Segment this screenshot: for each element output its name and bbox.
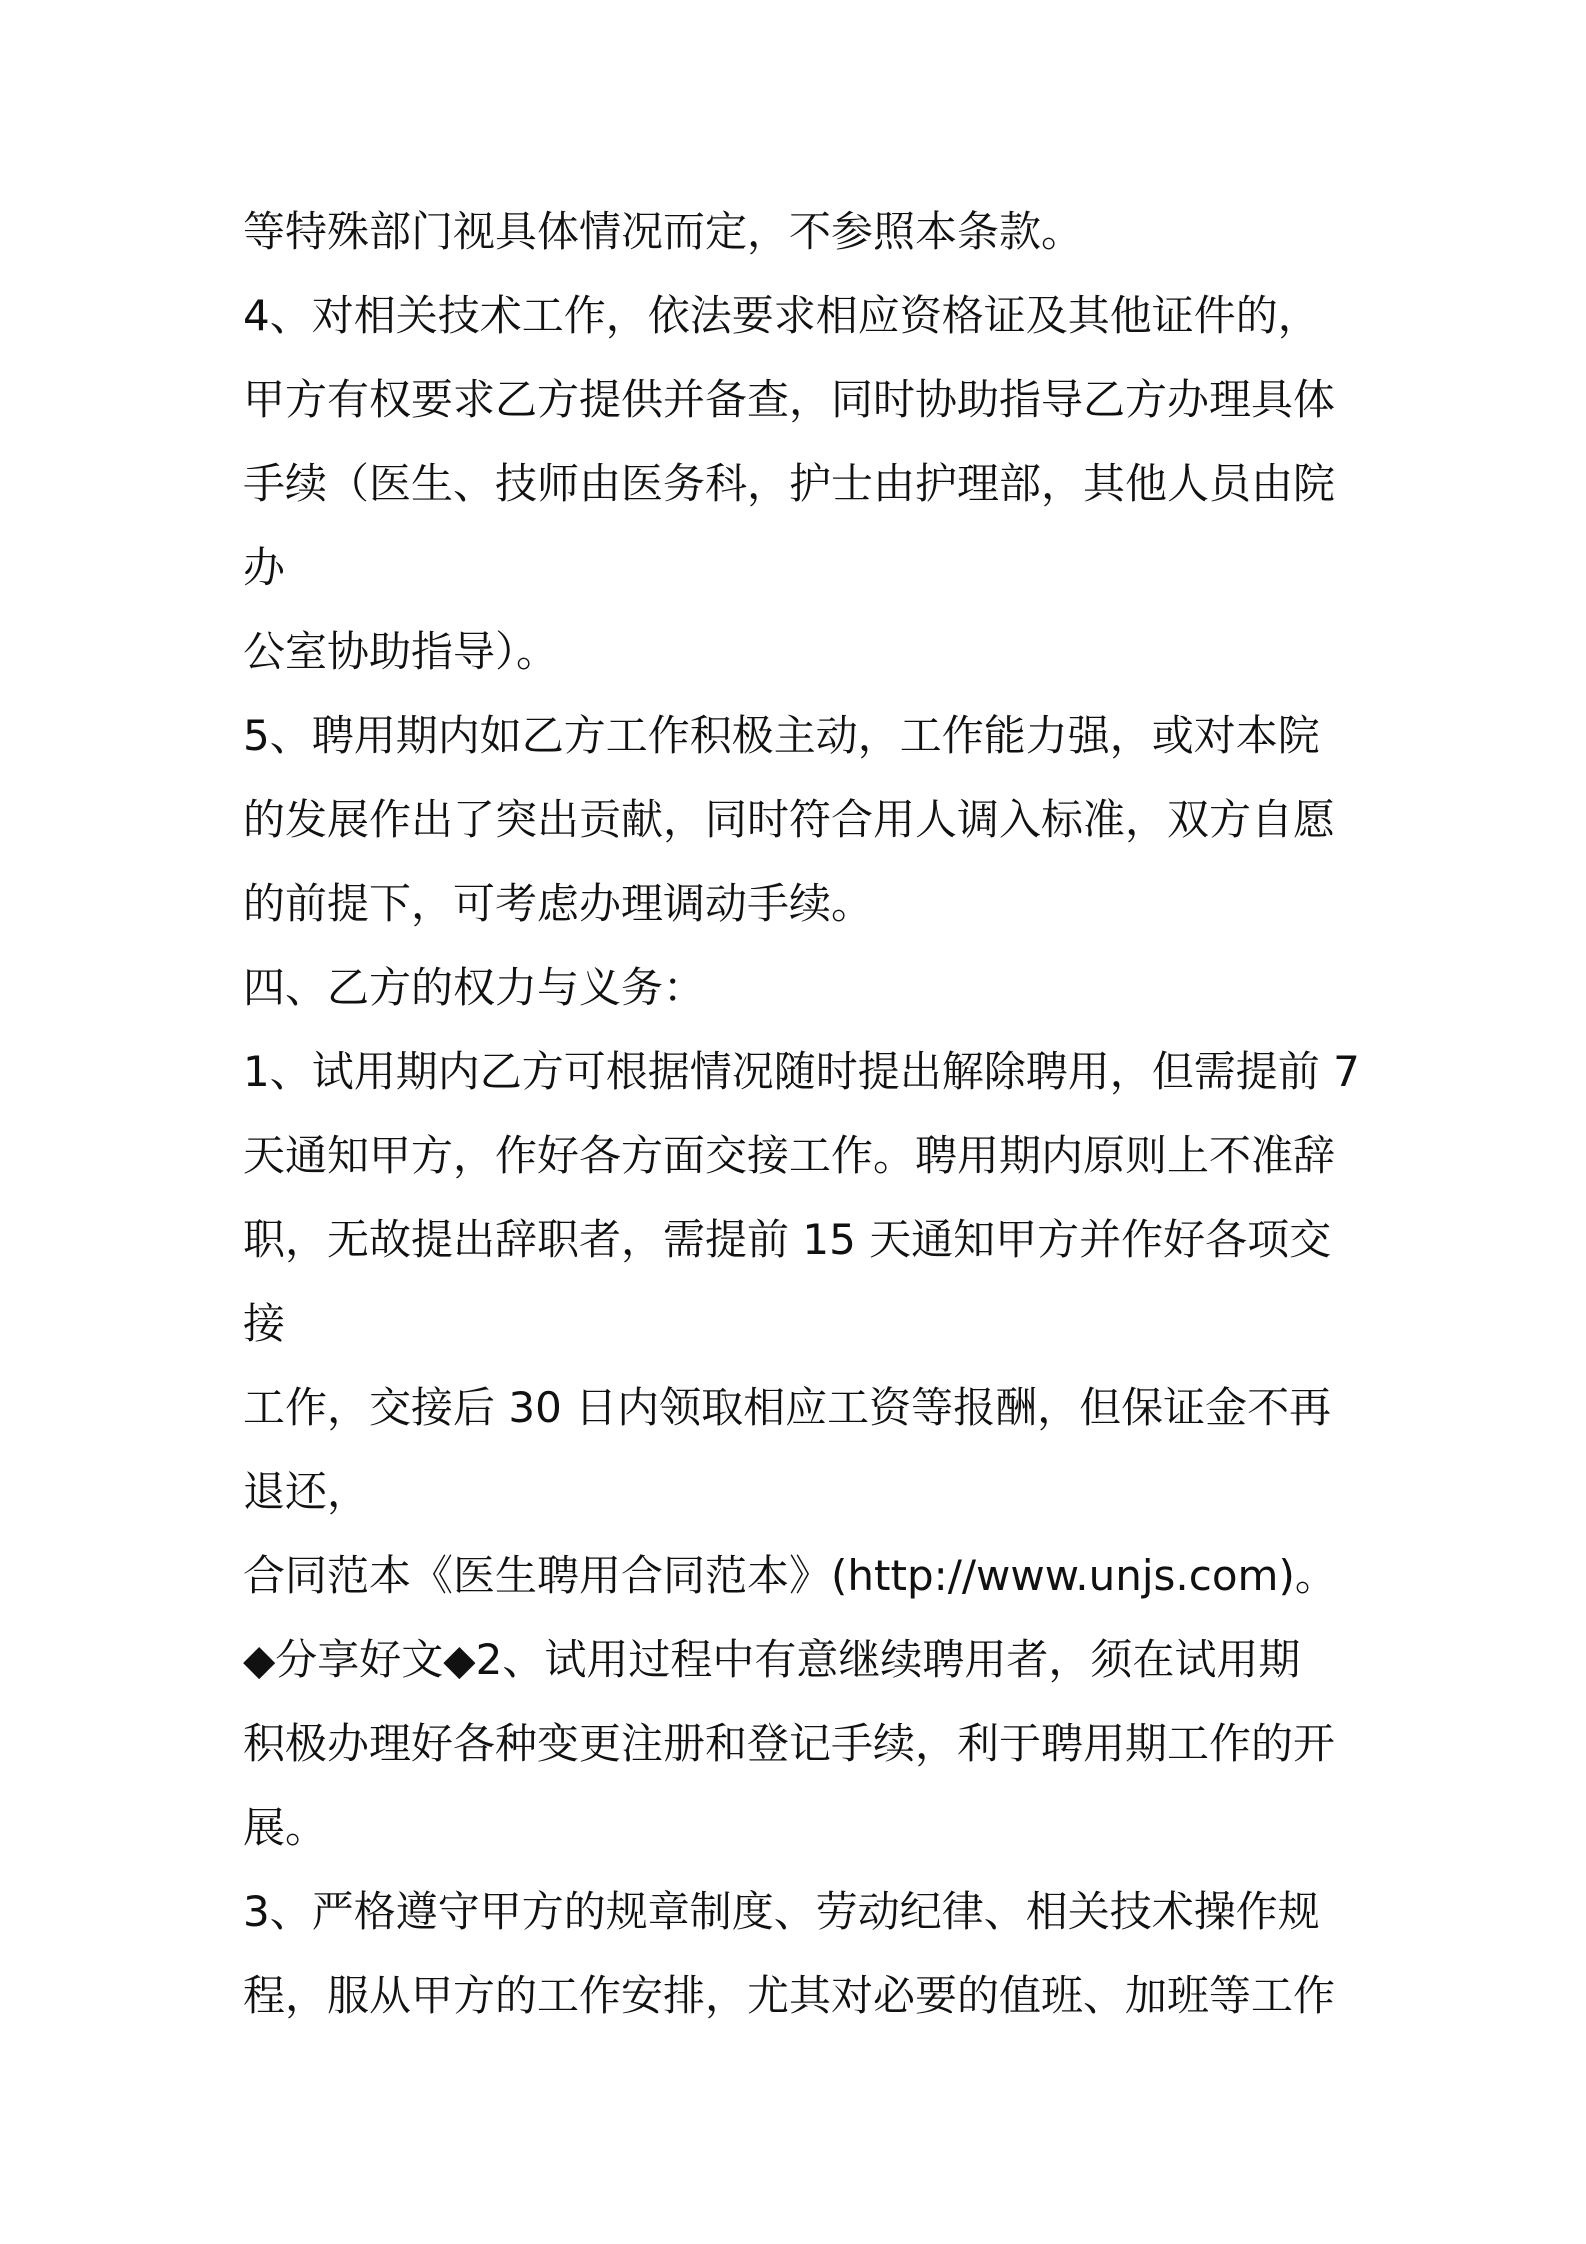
text-line: 天通知甲方，作好各方面交接工作。聘用期内原则上不准辞 (243, 1131, 1336, 1180)
text-line: 展。 (243, 1803, 328, 1852)
text-line: ◆分享好文◆2、试用过程中有意继续聘用者，须在试用期 (243, 1635, 1301, 1684)
text-line: 接 (243, 1299, 286, 1348)
text-line: 甲方有权要求乙方提供并备查，同时协助指导乙方办理具体 (243, 375, 1336, 424)
text-line: 3、严格遵守甲方的规章制度、劳动纪律、相关技术操作规 (243, 1887, 1320, 1936)
text-line: 办 (243, 543, 286, 592)
text-line: 合同范本《医生聘用合同范本》(http://www.unjs.com)。 (243, 1551, 1337, 1600)
text-line: 的前提下，可考虑办理调动手续。 (243, 879, 874, 928)
section-heading: 四、乙方的权力与义务： (243, 963, 706, 1012)
text-line: 的发展作出了突出贡献，同时符合用人调入标准，双方自愿 (243, 795, 1336, 844)
text-line: 积极办理好各种变更注册和登记手续，利于聘用期工作的开 (243, 1719, 1336, 1768)
text-line: 1、试用期内乙方可根据情况随时提出解除聘用，但需提前 7 (243, 1047, 1360, 1096)
text-line: 公室协助指导）。 (243, 627, 559, 676)
text-line: 5、聘用期内如乙方工作积极主动，工作能力强，或对本院 (243, 711, 1320, 760)
text-line: 手续（医生、技师由医务科，护士由护理部，其他人员由院 (243, 459, 1336, 508)
text-line: 4、对相关技术工作，依法要求相应资格证及其他证件的， (243, 291, 1320, 340)
text-line: 职，无故提出辞职者，需提前 15 天通知甲方并作好各项交 (243, 1215, 1332, 1264)
text-line: 程，服从甲方的工作安排，尤其对必要的值班、加班等工作 (243, 1971, 1336, 2020)
document-body (243, 190, 1363, 2038)
text-line: 等特殊部门视具体情况而定，不参照本条款。 (243, 207, 1084, 256)
text-line: 退还， (243, 1467, 370, 1516)
text-line: 工作，交接后 30 日内领取相应工资等报酬，但保证金不再 (243, 1383, 1332, 1432)
